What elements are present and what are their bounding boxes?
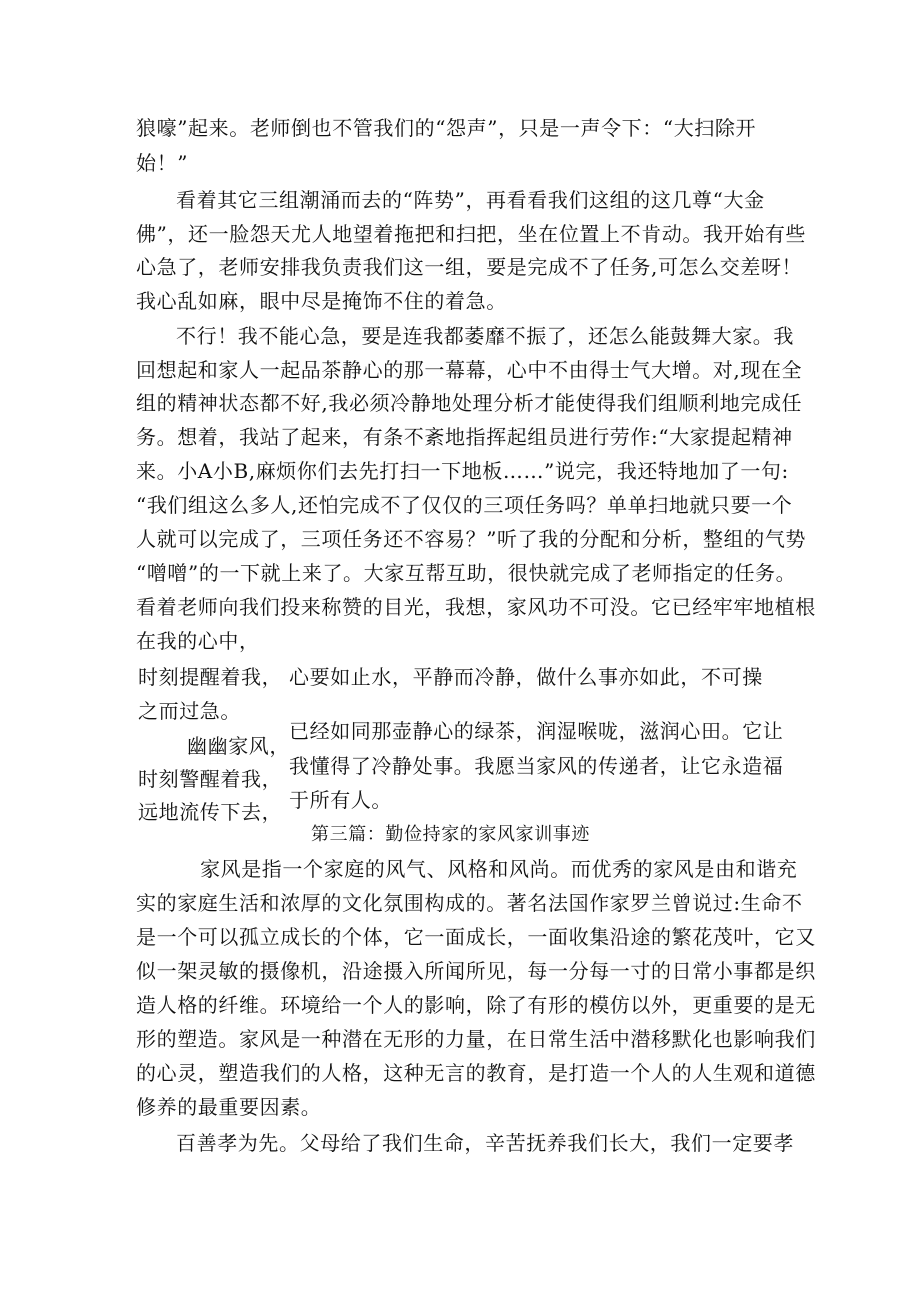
text-line: 始！” <box>136 151 189 175</box>
text-line: 人就可以完成了，三项任务还不容易？”听了我的分配和分析，整组的气势 <box>136 527 807 551</box>
text-line: 造人格的纤维。环境给一个人的影响，除了有形的模仿以外，更重要的是无 <box>136 993 816 1017</box>
left-column-line: 幽幽家风， <box>187 734 290 758</box>
text-line: “噌噌”的一下就上来了。大家互帮互助，很快就完成了老师指定的任务。 <box>136 561 797 585</box>
text-line: 狼嚎”起来。老师倒也不管我们的“怨声”，只是一声令下：“大扫除开 <box>136 116 757 140</box>
text-line: 家风是指一个家庭的风气、风格和风尚。而优秀的家风是由和谐充 <box>200 857 798 881</box>
text-line: 实的家庭生活和浓厚的文化氛围构成的。著名法国作家罗兰曾说过:生命不 <box>136 891 803 915</box>
left-column-line: 时刻警醒着我， <box>138 767 283 791</box>
right-column-line: 心要如止水，平静而冷静，做什么事亦如此，不可操 <box>289 665 763 689</box>
text-line: 我心乱如麻，眼中尽是掩饰不住的着急。 <box>136 289 507 313</box>
left-column-line: 时刻提醒着我， <box>138 665 283 689</box>
left-column-line: 之而过急。 <box>138 699 241 723</box>
right-column-line: 我懂得了冷静处事。我愿当家风的传递者，让它永造福 <box>289 754 784 778</box>
text-line: 修养的最重要因素。 <box>136 1095 322 1119</box>
text-line: 看着其它三组潮涌而去的“阵势”，再看看我们这组的这几尊“大金 <box>176 188 765 212</box>
text-line: 形的塑造。家风是一种潜在无形的力量，在日常生活中潜移默化也影响我们 <box>136 1027 816 1051</box>
text-line: 看着老师向我们投来称赞的目光，我想，家风功不可没。它已经牢牢地植根 <box>136 595 816 619</box>
text-line: 似一架灵敏的摄像机，沿途摄入所闻所见，每一分每一寸的日常小事都是织 <box>136 959 816 983</box>
text-line: 组的精神状态都不好,我必须冷静地处理分析才能使得我们组顺利地完成任 <box>136 391 803 415</box>
text-line: 不行！我不能心急，要是连我都萎靡不振了，还怎么能鼓舞大家。我 <box>176 324 794 348</box>
text-line: 来。小A小B,麻烦你们去先打扫一下地板……”说完，我还特地加了一句: <box>136 459 789 483</box>
right-column-line: 已经如同那壶静心的绿茶，润湿喉咙，滋润心田。它让 <box>289 719 784 743</box>
text-line: 百善孝为先。父母给了我们生命，辛苦抚养我们长大，我们一定要孝 <box>176 1131 794 1155</box>
text-line: 务。想着，我站了起来，有条不紊地指挥起组员进行劳作:“大家提起精神 <box>136 425 793 449</box>
text-line: “我们组这么多人,还怕完成不了仅仅的三项任务吗？单单扫地就只要一个 <box>136 493 793 517</box>
text-line: 心急了，老师安排我负责我们这一组，要是完成不了任务,可怎么交差呀！ <box>136 255 803 279</box>
text-line: 回想起和家人一起品茶静心的那一幕幕，心中不由得士气大增。对,现在全 <box>136 358 803 382</box>
text-line: 的心灵，塑造我们的人格，这种无言的教育，是打造一个人的人生观和道德 <box>136 1061 816 1085</box>
text-line: 佛”，还一脸怨天尤人地望着拖把和扫把，坐在位置上不肯动。我开始有些 <box>136 222 807 246</box>
left-column-line: 远地流传下去， <box>138 800 283 824</box>
text-line: 在我的心中， <box>136 629 260 653</box>
section-heading: 第三篇：勤俭持家的家风家训事迹 <box>311 824 590 845</box>
right-column-line: 于所有人。 <box>289 788 392 812</box>
text-line: 是一个可以孤立成长的个体，它一面成长，一面收集沿途的繁花茂叶，它又 <box>136 925 816 949</box>
